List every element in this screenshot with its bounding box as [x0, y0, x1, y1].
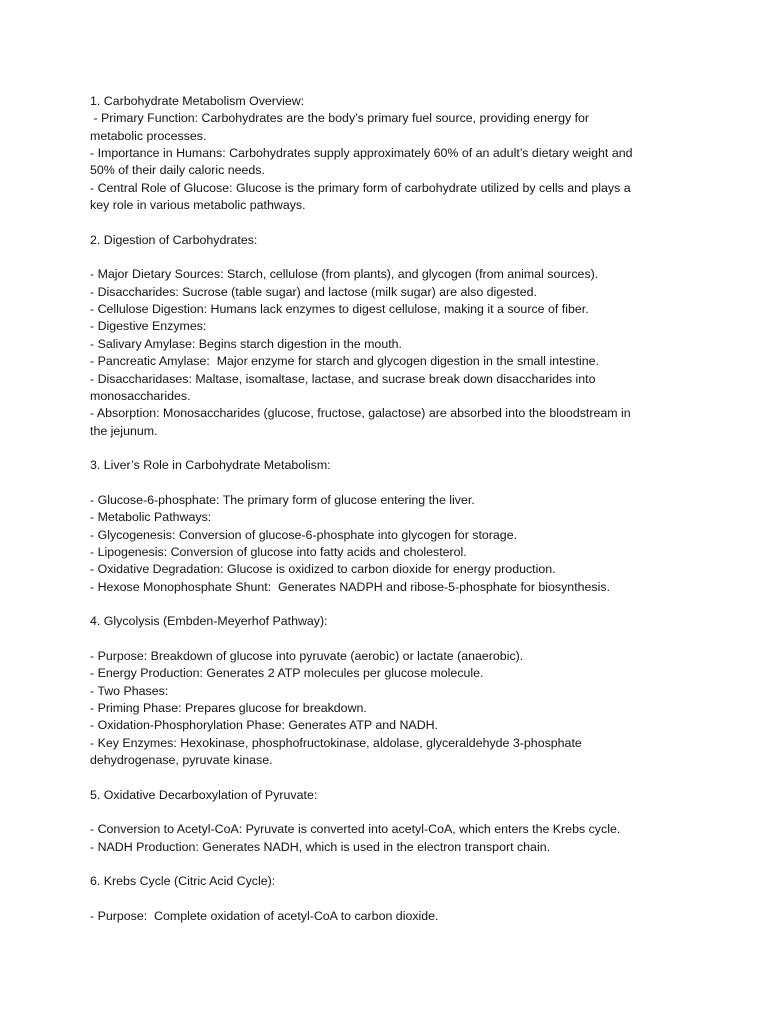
blank-line	[90, 891, 688, 908]
body-text-line: monosaccharides.	[90, 388, 191, 403]
body-text-line: - Priming Phase: Prepares glucose for breakdown.	[90, 701, 367, 716]
section-heading: 3. Liver’s Role in Carbohydrate Metabolism:	[90, 458, 331, 473]
body-text-line: - Hexose Monophosphate Shunt: Generates NADPH and ribose-5-phosphate for biosynthesis.	[90, 579, 611, 594]
body-text-line: 50% of their daily caloric needs.	[90, 163, 265, 178]
section-heading: 5. Oxidative Decarboxylation of Pyruvate:	[90, 787, 318, 802]
body-text-line: - Glucose-6-phosphate: The primary form of glucose entering the liver.	[90, 492, 475, 507]
section-heading: 1. Carbohydrate Metabolism Overview:	[90, 94, 305, 108]
body-text-line: - Metabolic Pathways:	[90, 510, 212, 525]
body-text-line: - Disaccharidases: Maltase, isomaltase, lactase, and sucrase break down disaccharides into	[90, 371, 596, 386]
section-heading: 4. Glycolysis (Embden-Meyerhof Pathway):	[90, 614, 328, 629]
blank-line	[90, 631, 688, 648]
body-text-line: - Primary Function: Carbohydrates are the body’s primary fuel source, providing energy for	[90, 111, 590, 126]
blank-line	[90, 475, 688, 492]
body-text-line: - Disaccharides: Sucrose (table sugar) and lactose (milk sugar) are also digested.	[90, 284, 537, 299]
body-text-line: - Pancreatic Amylase: Major enzyme for starch and glycogen digestion in the small intestine.	[90, 354, 599, 369]
blank-line	[90, 856, 688, 873]
body-text-line: - Two Phases:	[90, 683, 169, 698]
blank-line	[90, 249, 688, 266]
section-heading: 2. Digestion of Carbohydrates:	[90, 232, 258, 247]
body-text-line: dehydrogenase, pyruvate kinase.	[90, 753, 273, 768]
body-text-line: - Digestive Enzymes:	[90, 319, 207, 334]
body-text-line: - Salivary Amylase: Begins starch digestion in the mouth.	[90, 336, 402, 351]
body-text-line: - Absorption: Monosaccharides (glucose, fructose, galactose) are absorbed into the bloodstream in	[90, 406, 631, 421]
body-text-line: - Glycogenesis: Conversion of glucose-6-phosphate into glycogen for storage.	[90, 527, 518, 542]
body-text-line: the jejunum.	[90, 423, 158, 438]
blank-line	[90, 804, 688, 821]
body-text-line: metabolic processes.	[90, 128, 207, 143]
body-text-line: - Oxidation-Phosphorylation Phase: Generates ATP and NADH.	[90, 718, 439, 733]
body-text-line: - Oxidative Degradation: Glucose is oxidized to carbon dioxide for energy production.	[90, 562, 556, 577]
blank-line	[90, 596, 688, 613]
body-text-line: - Purpose: Breakdown of glucose into pyruvate (aerobic) or lactate (anaerobic).	[90, 649, 524, 663]
body-text-line: - Energy Production: Generates 2 ATP molecules per glucose molecule.	[90, 666, 484, 681]
body-text-line: - Lipogenesis: Conversion of glucose into fatty acids and cholesterol.	[90, 544, 467, 559]
body-text-line: - Purpose: Complete oxidation of acetyl-CoA to carbon dioxide.	[90, 909, 439, 924]
body-text-line: - Major Dietary Sources: Starch, cellulose (from plants), and glycogen (from animal sources).	[90, 267, 599, 282]
section-heading: 6. Krebs Cycle (Citric Acid Cycle):	[90, 874, 276, 889]
body-text-line: - Cellulose Digestion: Humans lack enzymes to digest cellulose, making it a source of fiber.	[90, 302, 589, 317]
blank-line	[90, 769, 688, 786]
document-page	[90, 93, 688, 926]
blank-line	[90, 440, 688, 457]
body-text-line: - Key Enzymes: Hexokinase, phosphofructokinase, aldolase, glyceraldehyde 3-phosphate	[90, 735, 582, 750]
blank-line	[90, 214, 688, 231]
body-text-line: - Importance in Humans: Carbohydrates supply approximately 60% of an adult’s dietary weight and	[90, 146, 633, 161]
body-text-line: key role in various metabolic pathways.	[90, 198, 306, 213]
body-text-line: - NADH Production: Generates NADH, which is used in the electron transport chain.	[90, 839, 551, 854]
body-text-line: - Conversion to Acetyl-CoA: Pyruvate is converted into acetyl-CoA, which enters the Krebs cycle.	[90, 822, 621, 837]
body-text-line: - Central Role of Glucose: Glucose is the primary form of carbohydrate utilized by cells and plays a	[90, 180, 631, 195]
